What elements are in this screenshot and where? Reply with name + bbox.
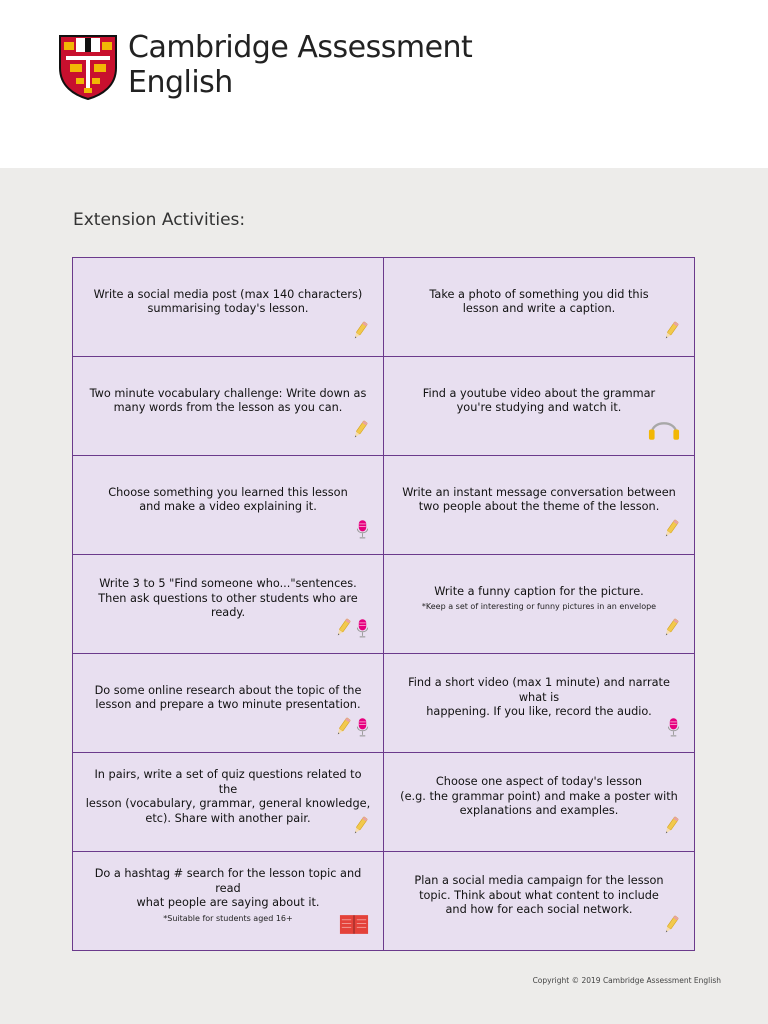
activity-card	[73, 258, 384, 357]
activity-text: In pairs, write a set of quiz questions related to the lesson (vocabulary, grammar, general knowledge, etc). Share with another pair.	[85, 768, 371, 825]
microphone-icon	[356, 519, 369, 544]
pencil-icon	[351, 419, 369, 445]
activity-note: *Keep a set of interesting or funny pictures in an envelope	[421, 602, 657, 612]
activity-icons	[662, 320, 680, 346]
activity-text: Write a social media post (max 140 characters) summarising today's lesson.	[93, 287, 363, 315]
activity-card	[384, 753, 695, 852]
activity-icons	[662, 914, 680, 940]
activity-card	[73, 555, 384, 654]
microphone-icon	[667, 717, 680, 742]
pencil-icon	[662, 617, 680, 643]
activity-icons	[351, 815, 369, 841]
cambridge-shield-icon	[58, 34, 118, 100]
activity-icons	[356, 519, 369, 544]
pencil-icon	[662, 320, 680, 346]
activity-card	[73, 852, 384, 951]
activity-card	[384, 456, 695, 555]
activity-icons	[667, 717, 680, 742]
activity-icons	[351, 419, 369, 445]
activity-icons	[648, 416, 680, 445]
activity-text: Find a youtube video about the grammar you're studying and watch it.	[422, 386, 656, 414]
brand-name	[128, 30, 472, 100]
microphone-icon	[356, 717, 369, 742]
activity-icons	[334, 716, 369, 742]
activity-card	[384, 555, 695, 654]
activity-text: Do a hashtag # search for the lesson topic and read what people are saying about it.	[94, 867, 362, 910]
activity-card	[73, 654, 384, 753]
brand-line-1: Cambridge Assessment	[128, 30, 473, 65]
pencil-icon	[351, 815, 369, 841]
activity-text: Write 3 to 5 "Find someone who..."sentences. Then ask questions to other students who are ready.	[98, 577, 358, 620]
activity-card	[73, 357, 384, 456]
activity-text: Plan a social media campaign for the lesson topic. Think about what content to include and how for each social network.	[414, 874, 664, 917]
activity-card	[384, 357, 695, 456]
activity-icons	[339, 913, 369, 940]
pencil-icon	[334, 617, 352, 643]
pencil-icon	[662, 914, 680, 940]
activity-icons	[351, 320, 369, 346]
copyright-text: Copyright © 2019 Cambridge Assessment English	[532, 976, 721, 985]
book-icon	[339, 913, 369, 940]
activity-icons	[662, 815, 680, 841]
activity-text: Two minute vocabulary challenge: Write down as many words from the lesson as you can.	[89, 386, 367, 414]
activity-card	[73, 753, 384, 852]
pencil-icon	[662, 815, 680, 841]
activity-card	[73, 456, 384, 555]
headphones-icon	[648, 416, 680, 445]
activity-icons	[662, 518, 680, 544]
header	[0, 0, 768, 168]
activity-text: Choose something you learned this lesson and make a video explaining it.	[108, 485, 348, 513]
content-area	[0, 168, 768, 1024]
pencil-icon	[662, 518, 680, 544]
pencil-icon	[351, 320, 369, 346]
activity-card	[384, 258, 695, 357]
activity-text: Take a photo of something you did this lesson and write a caption.	[429, 287, 649, 315]
page-title: Extension Activities:	[73, 210, 246, 230]
activity-text: Do some online research about the topic of the lesson and prepare a two minute presentation.	[94, 683, 362, 711]
activity-icons	[662, 617, 680, 643]
activity-card	[384, 852, 695, 951]
activity-text: Find a short video (max 1 minute) and narrate what is happening. If you like, record the audio.	[408, 676, 670, 719]
activity-card	[384, 654, 695, 753]
activity-note: *Suitable for students aged 16+	[163, 913, 293, 923]
pencil-icon	[334, 716, 352, 742]
brand-line-2: English	[128, 65, 233, 100]
microphone-icon	[356, 618, 369, 643]
activities-grid	[72, 257, 695, 951]
activity-text: Choose one aspect of today's lesson (e.g. the grammar point) and make a poster with explanations and examples.	[400, 775, 678, 818]
activity-text: Write an instant message conversation between two people about the theme of the lesson.	[402, 485, 676, 513]
activity-icons	[334, 617, 369, 643]
activity-text: Write a funny caption for the picture.	[434, 584, 644, 598]
